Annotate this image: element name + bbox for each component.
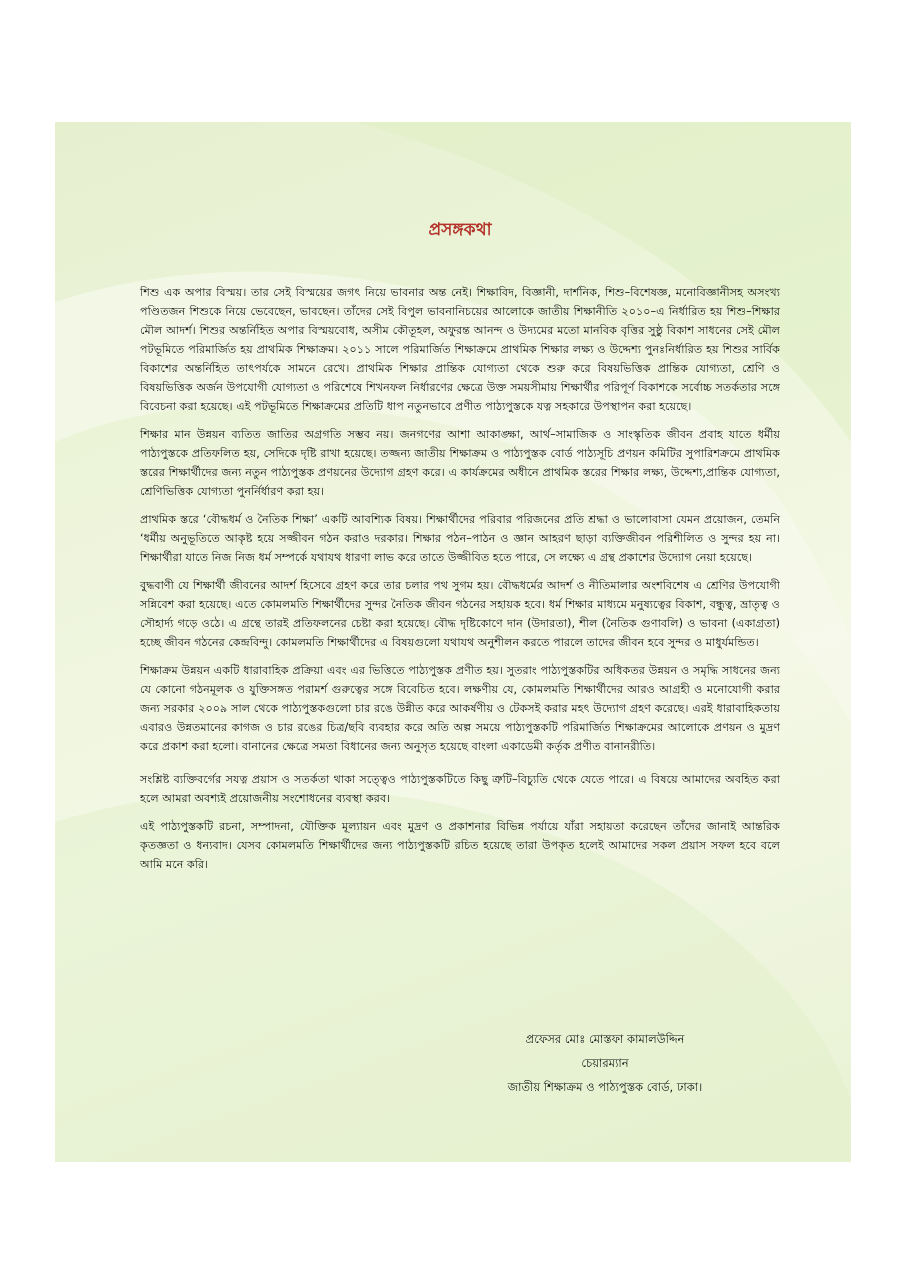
paragraph-5: শিক্ষাক্রম উন্নয়ন একটি ধারাবাহিক প্রক্রিয়া এবং এর ভিত্তিতে পাঠ্যপুস্তক প্রণীত হয়। সুতরাং পাঠ্যপুস্তকটির অধিকতর উন্নয়ন ও সমৃদ্ধি সাধনের জন্য যে কোনো গঠনমূলক ও যুক্তিসঙ্গত পরামর্শ গুরুত্বের সঙ্গে বিবেচিত হবে। লক্ষণীয় যে, কোমলমতি শিক্ষার্থীদের আরও আগ্রহী ও মনোযোগী করার জন্য সরকার ২০০৯ সাল থেকে পাঠ্যপুস্তকগুলো চার রঙে উন্নীত করে আকর্ষণীয় ও টেকসই করার মহৎ উদ্যোগ গ্রহণ করেছে। এরই ধারাবাহিকতায় এবারও উন্নতমানের কাগজ ও চার রঙের চিত্র/ছবি ব্যবহার করে অতি অল্প সময়ে পাঠ্যপুস্তকটি পরিমার্জিত শিক্ষাক্রমের আলোকে প্রণয়ন ও মুদ্রণ করে প্রকাশ করা হলো। বানানের ক্ষেত্রে সমতা বিধানের জন্য অনুসৃত হয়েছে বাংলা একাডেমী কর্তৃক প্রণীত বানানরীতি। xyxy=(140,664,780,753)
paragraph-6: সংশ্লিষ্ট ব্যক্তিবর্গের সযত্ন প্রয়াস ও সতর্কতা থাকা সত্ত্বেও পাঠ্যপুস্তকটিতে কিছু ত্রুটি–বিচ্যুতি থেকে যেতে পারে। এ বিষয়ে আমাদের অবহিত করা হলে আমরা অবশ্যই প্রয়োজনীয় সংশোধনের ব্যবস্থা করব। xyxy=(140,773,780,805)
signatory-organization: জাতীয় শিক্ষাক্রম ও পাঠ্যপুস্তক বোর্ড, ঢাকা। xyxy=(507,1080,703,1094)
foreword-content xyxy=(140,217,780,883)
paragraph-7: এই পাঠ্যপুস্তকটি রচনা, সম্পাদনা, যৌক্তিক মূল্যায়ন এবং মুদ্রণ ও প্রকাশনার বিভিন্ন পর্যায়ে যাঁরা সহায়তা করেছেন তাঁদের জানাই আন্তরিক কৃতজ্ঞতা ও ধন্যবাদ। যেসব কোমলমতি শিক্ষার্থীদের জন্য পাঠ্যপুস্তকটি রচিত হয়েছে তারা উপকৃত হলেই আমাদের সকল প্রয়াস সফল হবে বলে আমি মনে করি। xyxy=(140,820,780,871)
signature-block xyxy=(455,1027,755,1099)
paragraph-3: প্রাথমিক স্তরে ‘বৌদ্ধধর্ম ও নৈতিক শিক্ষা’ একটি আবশ্যিক বিষয়। শিক্ষার্থীদের পরিবার পরিজনের প্রতি শ্রদ্ধা ও ভালোবাসা যেমন প্রয়োজন, তেমনি ‘ধর্মীয় অনুভূতিতে আকৃষ্ট হয়ে সজ্জীবন গঠন করাও দরকার। শিক্ষার পঠন–পাঠন ও জ্ঞান আহরণ ছাড়া ব্যক্তিজীবন পরিশীলিত ও সুন্দর হয় না। শিক্ষার্থীরা যাতে নিজ নিজ ধর্ম সম্পর্কে যথাযথ ধারণা লাভ করে তাতে উজ্জীবিত হতে পারে, সে লক্ষ্যে এ গ্রন্থ প্রকাশের উদ্যোগ নেয়া হয়েছে। xyxy=(140,513,780,564)
paragraph-4: বুদ্ধবাণী যে শিক্ষার্থী জীবনের আদর্শ হিসেবে গ্রহণ করে তার চলার পথ সুগম হয়। বৌদ্ধধর্মের আদর্শ ও নীতিমালার অংশবিশেষ এ শ্রেণির উপযোগী সন্নিবেশ করা হয়েছে। এতে কোমলমতি শিক্ষার্থীদের সুন্দর নৈতিক জীবন গঠনের সহায়ক হবে। ধর্ম শিক্ষার মাধ্যমে মনুষ্যত্বের বিকাশ, বন্ধুত্ব, ভ্রাতৃত্ব ও সৌহার্দ্য গড়ে ওঠে। এ গ্রন্থে তারই প্রতিফলনের চেষ্টা করা হয়েছে। বৌদ্ধ দৃষ্টিকোণে দান (উদারতা), শীল (নৈতিক গুণাবলি) ও ভাবনা (একাগ্রতা) হচ্ছে জীবন গঠনের কেন্দ্রবিন্দু। কোমলমতি শিক্ষার্থীদের এ বিষয়গুলো যথাযথ অনুশীলন করতে পারলে তাদের জীবন হবে সুন্দর ও মাধুর্যমন্ডিত। xyxy=(140,579,780,649)
paragraph-1: শিশু এক অপার বিস্ময়। তার সেই বিস্ময়ের জগৎ নিয়ে ভাবনার অন্ত নেই। শিক্ষাবিদ, বিজ্ঞানী, দার্শনিক, শিশু–বিশেষজ্ঞ, মনোবিজ্ঞানীসহ অসংখ্য পণ্ডিতজন শিশুকে নিয়ে ভেবেছেন, ভাবছেন। তাঁদের সেই বিপুল ভাবনানিচয়ের আলোকে জাতীয় শিক্ষানীতি ২০১০–এ নির্ধারিত হয় শিশু–শিক্ষার মৌল আদর্শ। শিশুর অন্তর্নিহিত অপার বিস্ময়বোধ, অসীম কৌতূহল, অফুরন্ত আনন্দ ও উদ্যমের মতো মানবিক বৃত্তির সুষ্ঠু বিকাশ সাধনের সেই মৌল পটভূমিতে পরিমার্জিত হয় প্রাথমিক শিক্ষাক্রম। ২০১১ সালে পরিমার্জিত শিক্ষাক্রমে প্রাথমিক শিক্ষার লক্ষ্য ও উদ্দেশ্য পুনঃনির্ধারিত হয় শিশুর সার্বিক বিকাশের অন্তর্নিহিত তাৎপর্যকে সামনে রেখে। প্রাথমিক শিক্ষার প্রান্তিক যোগ্যতা থেকে শুরু করে বিষয়ভিত্তিক প্রান্তিক যোগ্যতা, শ্রেণি ও বিষয়ভিত্তিক অর্জন উপযোগী যোগ্যতা ও পরিশেষে শিখনফল নির্ধারণের ক্ষেত্রে উক্ত সময়সীমায় শিক্ষার্থীর পরিপূর্ণ বিকাশকে সর্বোচ্চ সতর্কতার সঙ্গে বিবেচনা করা হয়েছে। এই পটভূমিতে শিক্ষাক্রমের প্রতিটি ধাপ নতুনভাবে প্রণীত পাঠ্যপুস্তকে যত্ন সহকারে উপস্থাপন করা হয়েছে। xyxy=(140,286,780,413)
paragraph-2: শিক্ষার মান উন্নয়ন ব্যতিত জাতির অগ্রগতি সম্ভব নয়। জনগণের আশা আকাঙ্ক্ষা, আর্থ–সামাজিক ও সাংস্কৃতিক জীবন প্রবাহ যাতে ধর্মীয় পাঠ্যপুস্তকে প্রতিফলিত হয়, সেদিকে দৃষ্টি রাখা হয়েছে। তজ্জন্য জাতীয় শিক্ষাক্রম ও পাঠ্যপুস্তক বোর্ড পাঠ্যসূচি প্রণয়ন কমিটির সুপারিশক্রমে প্রাথমিক স্তরের শিক্ষার্থীদের জন্য নতুন পাঠ্যপুস্তক প্রণয়নের উদ্যোগ গ্রহণ করে। এ কার্যক্রমের অধীনে প্রাথমিক স্তরের শিক্ষার লক্ষ্য, উদ্দেশ্য,প্রান্তিক যোগ্যতা, শ্রেণিভিত্তিক যোগ্যতা পুনর্নির্ধারণ করা হয়। xyxy=(140,428,780,498)
foreword-panel xyxy=(55,122,851,1162)
signatory-designation: চেয়ারম্যান xyxy=(581,1056,629,1070)
document-title: প্রসঙ্গকথা xyxy=(428,220,492,240)
signatory-name: প্রফেসর মোঃ মোস্তফা কামালউদ্দিন xyxy=(525,1032,685,1046)
